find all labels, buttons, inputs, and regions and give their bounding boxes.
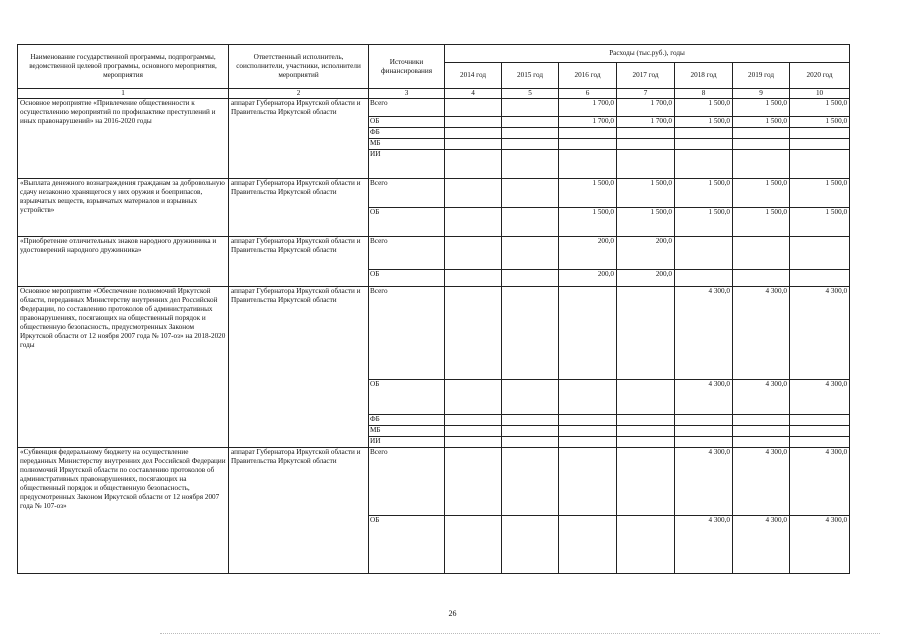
amount-cell: 1 700,0 xyxy=(617,99,675,117)
page-number: 26 xyxy=(448,609,457,618)
amount-cell xyxy=(675,237,733,270)
amount-cell: 1 500,0 xyxy=(675,208,733,237)
amount-cell xyxy=(790,139,850,150)
amount-cell xyxy=(445,415,502,426)
amount-cell xyxy=(790,150,850,179)
amount-cell: 1 500,0 xyxy=(617,208,675,237)
funding-source: МБ xyxy=(369,426,445,437)
amount-cell xyxy=(445,117,502,128)
column-number: 6 xyxy=(559,89,617,99)
amount-cell: 1 500,0 xyxy=(790,117,850,128)
amount-cell xyxy=(790,437,850,448)
amount-cell: 1 500,0 xyxy=(790,179,850,208)
amount-cell xyxy=(675,128,733,139)
amount-cell xyxy=(502,426,559,437)
amount-cell xyxy=(445,287,502,380)
amount-cell xyxy=(733,128,790,139)
amount-cell: 4 300,0 xyxy=(733,448,790,516)
amount-cell: 4 300,0 xyxy=(675,380,733,415)
funding-source: ОБ xyxy=(369,117,445,128)
amount-cell xyxy=(445,237,502,270)
amount-cell: 4 300,0 xyxy=(675,448,733,516)
amount-cell xyxy=(502,270,559,287)
amount-cell xyxy=(502,139,559,150)
funding-source: ФБ xyxy=(369,415,445,426)
amount-cell: 4 300,0 xyxy=(733,380,790,415)
amount-cell xyxy=(733,270,790,287)
amount-cell: 200,0 xyxy=(617,270,675,287)
amount-cell: 4 300,0 xyxy=(675,516,733,574)
header-executor: Ответственный исполнитель, соисполнители, участники, исполнители мероприятий xyxy=(229,45,369,89)
amount-cell xyxy=(790,426,850,437)
funding-source: ОБ xyxy=(369,208,445,237)
amount-cell: 4 300,0 xyxy=(790,287,850,380)
amount-cell xyxy=(502,448,559,516)
amount-cell xyxy=(559,128,617,139)
funding-source: Всего xyxy=(369,448,445,516)
amount-cell: 1 500,0 xyxy=(733,117,790,128)
funding-source: Всего xyxy=(369,179,445,208)
amount-cell xyxy=(617,448,675,516)
amount-cell xyxy=(733,150,790,179)
amount-cell: 1 500,0 xyxy=(559,179,617,208)
amount-cell xyxy=(445,437,502,448)
amount-cell xyxy=(502,179,559,208)
funding-source: ОБ xyxy=(369,380,445,415)
amount-cell xyxy=(445,208,502,237)
amount-cell xyxy=(733,437,790,448)
amount-cell xyxy=(733,415,790,426)
amount-cell: 4 300,0 xyxy=(790,380,850,415)
amount-cell xyxy=(675,426,733,437)
activity-executor: аппарат Губернатора Иркутской области и Правительства Иркутской области xyxy=(229,287,369,448)
amount-cell xyxy=(502,117,559,128)
amount-cell xyxy=(502,128,559,139)
amount-cell xyxy=(502,150,559,179)
amount-cell xyxy=(445,270,502,287)
header-year: 2020 год xyxy=(790,63,850,89)
amount-cell xyxy=(559,380,617,415)
amount-cell xyxy=(617,380,675,415)
header-year: 2018 год xyxy=(675,63,733,89)
funding-source: МБ xyxy=(369,139,445,150)
amount-cell xyxy=(733,139,790,150)
amount-cell xyxy=(502,516,559,574)
amount-cell xyxy=(675,139,733,150)
activity-name: Основное мероприятие «Привлечение общественности к осуществлению мероприятий по профилактике преступлений и иных правонарушений» на 2016-2020 годы xyxy=(18,99,229,179)
amount-cell xyxy=(502,380,559,415)
column-number: 8 xyxy=(675,89,733,99)
header-year: 2017 год xyxy=(617,63,675,89)
amount-cell xyxy=(617,139,675,150)
amount-cell: 4 300,0 xyxy=(675,287,733,380)
column-number: 9 xyxy=(733,89,790,99)
amount-cell xyxy=(502,99,559,117)
amount-cell xyxy=(445,179,502,208)
amount-cell: 200,0 xyxy=(617,237,675,270)
amount-cell: 1 500,0 xyxy=(790,208,850,237)
amount-cell xyxy=(790,237,850,270)
amount-cell xyxy=(617,150,675,179)
amount-cell xyxy=(445,139,502,150)
amount-cell xyxy=(502,437,559,448)
amount-cell xyxy=(675,150,733,179)
header-year: 2015 год xyxy=(502,63,559,89)
amount-cell: 1 700,0 xyxy=(559,99,617,117)
funding-source: Всего xyxy=(369,99,445,117)
amount-cell xyxy=(559,437,617,448)
amount-cell xyxy=(617,426,675,437)
activity-executor: аппарат Губернатора Иркутской области и Правительства Иркутской области xyxy=(229,237,369,287)
funding-source: Всего xyxy=(369,287,445,380)
column-number: 2 xyxy=(229,89,369,99)
header-year: 2014 год xyxy=(445,63,502,89)
column-number: 10 xyxy=(790,89,850,99)
amount-cell xyxy=(733,237,790,270)
funding-source: Всего xyxy=(369,237,445,270)
table-row xyxy=(18,448,850,516)
amount-cell xyxy=(559,426,617,437)
amount-cell: 1 500,0 xyxy=(675,179,733,208)
amount-cell xyxy=(675,415,733,426)
amount-cell xyxy=(790,128,850,139)
amount-cell: 1 500,0 xyxy=(559,208,617,237)
activity-name: «Выплата денежного вознаграждения гражданам за добровольную сдачу незаконно хранящегося у них оружия и боеприпасов, взрывчатых веществ, взрывчатых материалов и взрывных устройств» xyxy=(18,179,229,237)
column-number: 7 xyxy=(617,89,675,99)
amount-cell xyxy=(559,448,617,516)
amount-cell: 200,0 xyxy=(559,237,617,270)
column-number: 1 xyxy=(18,89,229,99)
amount-cell xyxy=(790,415,850,426)
amount-cell xyxy=(559,516,617,574)
amount-cell xyxy=(445,150,502,179)
amount-cell xyxy=(790,270,850,287)
amount-cell xyxy=(559,287,617,380)
amount-cell xyxy=(675,270,733,287)
amount-cell: 4 300,0 xyxy=(790,448,850,516)
funding-source: ОБ xyxy=(369,270,445,287)
amount-cell: 1 500,0 xyxy=(675,117,733,128)
amount-cell: 4 300,0 xyxy=(733,287,790,380)
amount-cell: 1 500,0 xyxy=(733,208,790,237)
amount-cell: 1 500,0 xyxy=(617,179,675,208)
amount-cell xyxy=(445,516,502,574)
amount-cell xyxy=(617,516,675,574)
column-number: 5 xyxy=(502,89,559,99)
activity-name: «Субвенция федеральному бюджету на осуществление переданных Министерству внутренних дел Российской Федерации полномочий Иркутской области по составлению протоколов об административных правонарушениях, посягающих на общественный порядок и общественную безопасность, предусмотренных Законом Иркутской области от 12 ноября 2007 года № 107-оз» xyxy=(18,448,229,574)
amount-cell xyxy=(502,415,559,426)
activity-executor: аппарат Губернатора Иркутской области и Правительства Иркутской области xyxy=(229,179,369,237)
amount-cell xyxy=(617,128,675,139)
amount-cell xyxy=(445,448,502,516)
column-number: 3 xyxy=(369,89,445,99)
budget-table xyxy=(17,44,850,574)
table-row xyxy=(18,287,850,380)
funding-source: ОБ xyxy=(369,516,445,574)
header-source: Источники финансирования xyxy=(369,45,445,89)
amount-cell: 1 700,0 xyxy=(617,117,675,128)
amount-cell xyxy=(617,437,675,448)
amount-cell xyxy=(502,237,559,270)
amount-cell: 1 500,0 xyxy=(733,99,790,117)
table-row xyxy=(18,99,850,117)
amount-cell: 1 500,0 xyxy=(733,179,790,208)
activity-name: «Приобретение отличительных знаков народного дружинника и удостоверений народного дружинника» xyxy=(18,237,229,287)
amount-cell: 1 500,0 xyxy=(675,99,733,117)
amount-cell xyxy=(675,437,733,448)
amount-cell xyxy=(445,380,502,415)
activity-name: Основное мероприятие «Обеспечение полномочий Иркутской области, переданных Министерству внутренних дел Российской Федерации, по составлению протоколов об административных правонарушениях, посягающих на общественный порядок и общественную безопасность, предусмотренных Законом Иркутской области от 12 ноября 2007 года № 107-оз» на 2018-2020 годы xyxy=(18,287,229,448)
amount-cell: 4 300,0 xyxy=(790,516,850,574)
table-row xyxy=(18,237,850,270)
amount-cell xyxy=(559,415,617,426)
header-year: 2016 год xyxy=(559,63,617,89)
amount-cell: 1 500,0 xyxy=(790,99,850,117)
column-number: 4 xyxy=(445,89,502,99)
funding-source: ФБ xyxy=(369,128,445,139)
amount-cell xyxy=(617,415,675,426)
scan-artifact-line xyxy=(160,632,880,634)
activity-executor: аппарат Губернатора Иркутской области и Правительства Иркутской области xyxy=(229,99,369,179)
amount-cell: 4 300,0 xyxy=(733,516,790,574)
table-row xyxy=(18,179,850,208)
amount-cell xyxy=(733,426,790,437)
amount-cell xyxy=(502,287,559,380)
header-name: Наименование государственной программы, подпрограммы, ведомственной целевой программы, основного мероприятия, мероприятия xyxy=(18,45,229,89)
amount-cell xyxy=(445,99,502,117)
amount-cell xyxy=(502,208,559,237)
amount-cell xyxy=(445,426,502,437)
activity-executor: аппарат Губернатора Иркутской области и Правительства Иркутской области xyxy=(229,448,369,574)
header-year: 2019 год xyxy=(733,63,790,89)
amount-cell xyxy=(617,287,675,380)
amount-cell: 200,0 xyxy=(559,270,617,287)
amount-cell xyxy=(559,150,617,179)
funding-source: ИИ xyxy=(369,150,445,179)
amount-cell xyxy=(559,139,617,150)
funding-source: ИИ xyxy=(369,437,445,448)
header-expenses: Расходы (тыс.руб.), годы xyxy=(445,45,850,63)
amount-cell: 1 700,0 xyxy=(559,117,617,128)
amount-cell xyxy=(445,128,502,139)
